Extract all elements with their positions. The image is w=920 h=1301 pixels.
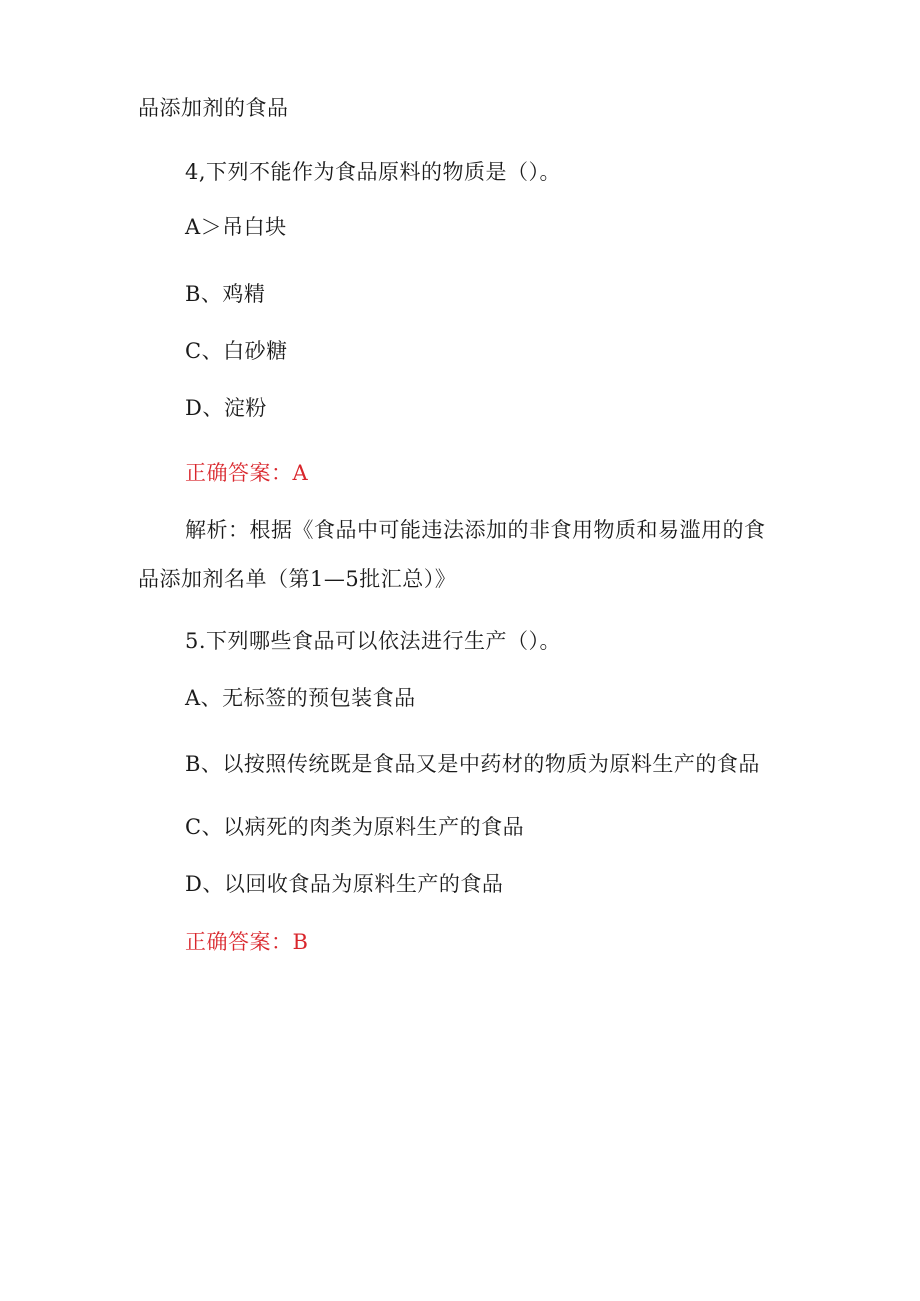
question-4-option-c: C、白砂糖	[185, 339, 288, 363]
question-5-option-c: C、以病死的肉类为原料生产的食品	[185, 815, 525, 839]
question-4-answer: 正确答案：A	[185, 461, 309, 485]
question-4-analysis-line-1: 解析：根据《食品中可能违法添加的非食用物质和易滥用的食	[185, 518, 766, 542]
question-5-stem: 5.下列哪些食品可以依法进行生产（）。	[185, 629, 562, 653]
question-5-option-d: D、以回收食品为原料生产的食品	[185, 872, 504, 896]
continuation-text: 品添加剂的食品	[138, 96, 289, 120]
question-4-option-a: A＞吊白块	[185, 215, 287, 239]
question-4-stem: 4,下列不能作为食品原料的物质是（）。	[185, 160, 562, 184]
question-5-answer: 正确答案：B	[185, 930, 309, 954]
question-5-option-b: B、以按照传统既是食品又是中药材的物质为原料生产的食品	[185, 752, 760, 776]
question-4-option-d: D、淀粉	[185, 396, 267, 420]
question-4-analysis-line-2: 品添加剂名单（第1—5批汇总）》	[138, 567, 457, 591]
question-5-option-a: A、无标签的预包装食品	[185, 686, 416, 710]
question-4-option-b: B、鸡精	[185, 282, 266, 306]
